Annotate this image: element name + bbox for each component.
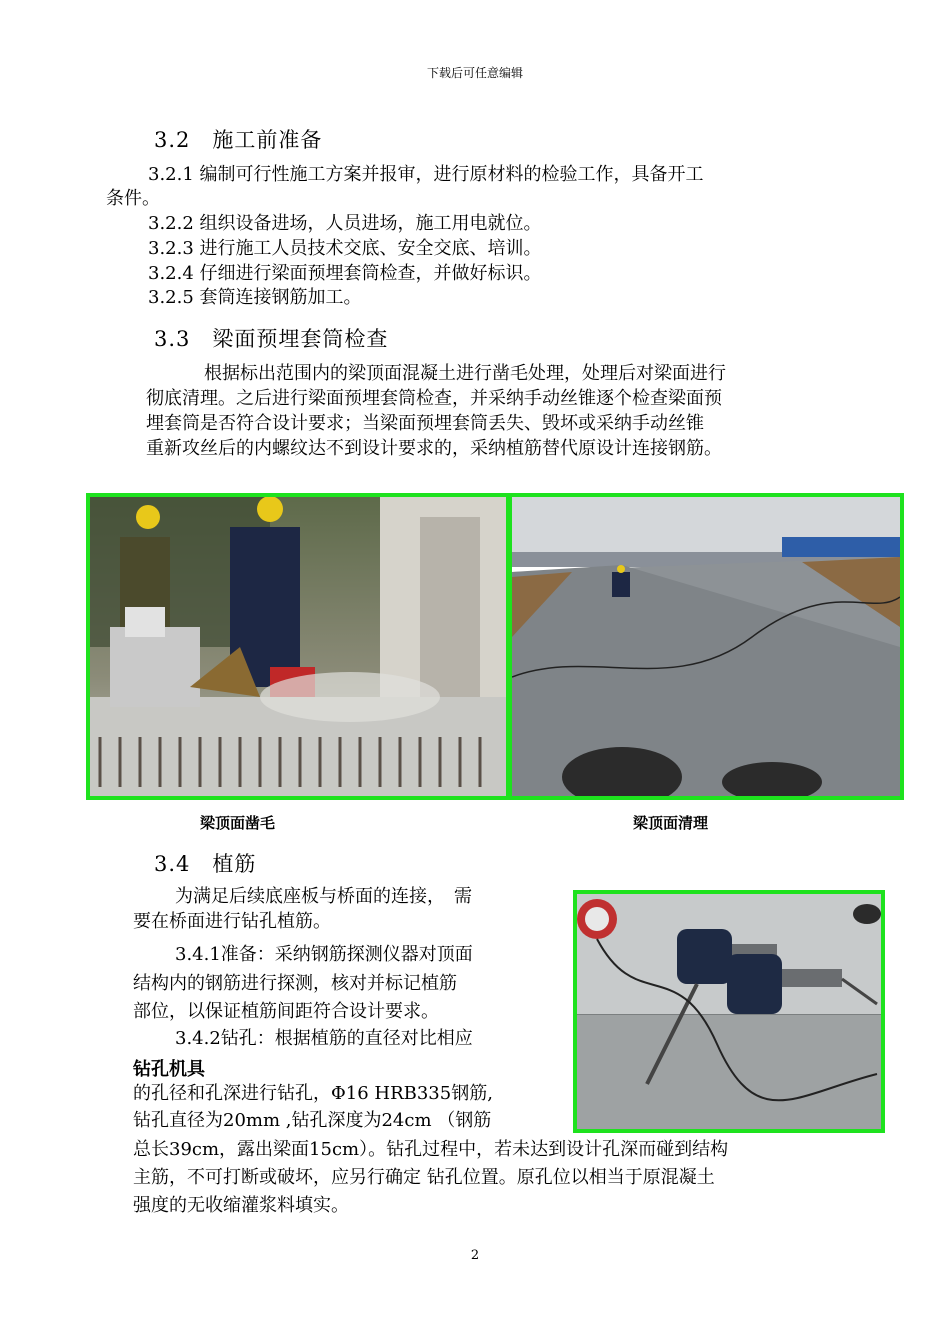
item-3-2-1-cont: 条件。 (106, 188, 160, 209)
page-number: 2 (470, 1248, 480, 1263)
para-3-4-line-1: 为满足后续底座板与桥面的连接， 需 (175, 886, 472, 907)
photo-cleaning (508, 493, 904, 800)
caption-chiseling: 梁顶面凿毛 (200, 814, 276, 832)
photo-chiseling (86, 493, 510, 800)
page-header: 下载后可任意编辑 (426, 66, 523, 80)
para-3-3-line-2: 彻底清理。之后进行梁面预埋套筒检查，并采纳手动丝锥逐个检查梁面预 (146, 388, 722, 409)
para-3-3-line-4: 重新攻丝后的内螺纹达不到设计要求的，采纳植筋替代原设计连接钢筋。 (146, 438, 722, 459)
para-3-4-1-line-3: 部位，以保证植筋间距符合设计要求。 (133, 1001, 439, 1022)
para-3-4-2-line-4: 总长39cm，露出梁面15cm）。钻孔过程中，若未达到设计孔深而碰到结构 (133, 1139, 729, 1160)
item-3-2-4: 3.2.4 仔细进行梁面预埋套筒检查，并做好标识。 (148, 263, 542, 284)
item-3-2-2: 3.2.2 组织设备进场，人员进场，施工用电就位。 (148, 213, 542, 234)
para-3-4-2-line-5: 主筋，不可打断或破坏，应另行确定 钻孔位置。原孔位以相当于原混凝土 (133, 1167, 715, 1188)
section-3-4-heading: 3.4 植筋 (154, 852, 257, 876)
para-3-4-2-line-3: 钻孔直径为20mm ,钻孔深度为24cm （钢筋 (133, 1110, 492, 1131)
item-3-2-5: 3.2.5 套筒连接钢筋加工。 (148, 287, 362, 308)
section-3-2-heading: 3.2 施工前准备 (154, 128, 323, 152)
caption-cleaning: 梁顶面清理 (633, 814, 709, 832)
para-3-4-1-line-1: 3.4.1准备：采纳钢筋探测仪器对顶面 (175, 944, 473, 965)
para-3-3-line-3: 埋套筒是否符合设计要求；当梁面预埋套筒丢失、毁坏或采纳手动丝锥 (146, 413, 704, 434)
caption-drilling-tools: 钻孔机具 (133, 1059, 205, 1080)
para-3-4-2-line-1: 3.4.2钻孔：根据植筋的直径对比相应 (175, 1028, 473, 1049)
item-3-2-3: 3.2.3 进行施工人员技术交底、安全交底、培训。 (148, 238, 542, 259)
para-3-3-line-1: 根据标出范围内的梁顶面混凝土进行凿毛处理，处理后对梁面进行 (204, 363, 726, 384)
item-3-2-1: 3.2.1 编制可行性施工方案并报审，进行原材料的检验工作，具备开工 (148, 164, 704, 185)
section-3-3-heading: 3.3 梁面预埋套筒检查 (154, 327, 389, 351)
photo-drilling-tools (573, 890, 885, 1133)
para-3-4-line-2: 要在桥面进行钻孔植筋。 (133, 911, 331, 932)
para-3-4-2-line-6: 强度的无收缩灌浆料填实。 (133, 1195, 349, 1216)
para-3-4-2-line-2: 的孔径和孔深进行钻孔，Φ16 HRB335钢筋, (133, 1083, 493, 1104)
para-3-4-1-line-2: 结构内的钢筋进行探测，核对并标记植筋 (133, 973, 457, 994)
